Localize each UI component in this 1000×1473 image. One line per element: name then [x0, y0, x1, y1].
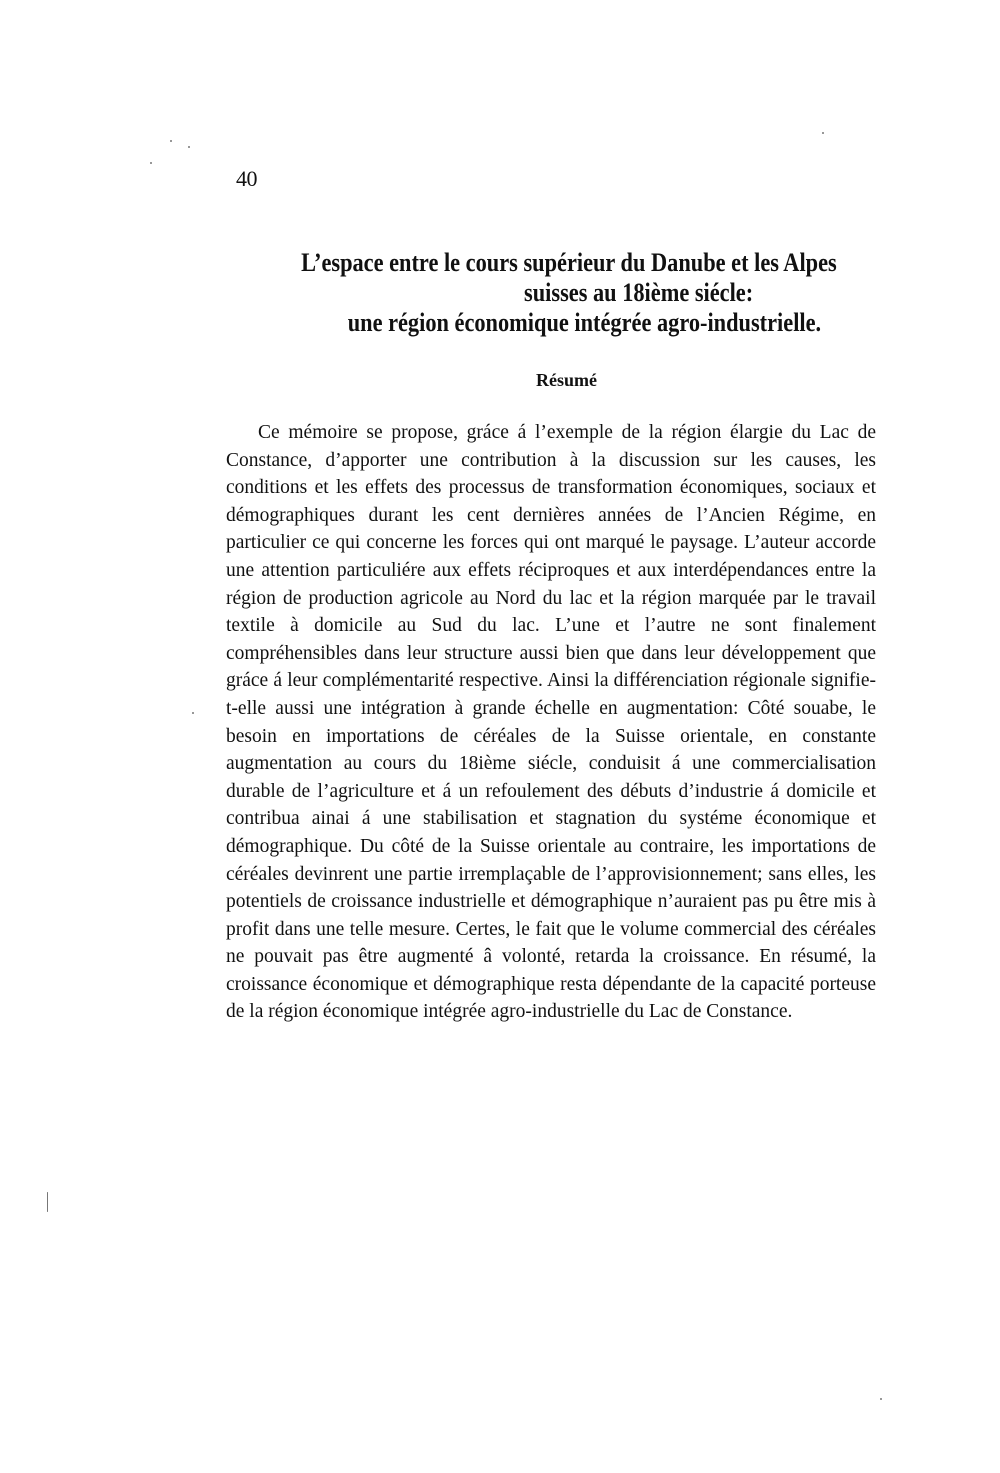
title-line-1: L’espace entre le cours supérieur du Danube et les Alpes [301, 248, 837, 277]
scan-speck [880, 1398, 882, 1400]
abstract-text: Ce mémoire se propose, gráce á l’exemple de la région élargie du Lac de Constance, d’apporter une contribution à la discussion sur les causes, les conditions et les effets des processus de transformation économiques, sociaux et démographiques durant les cent dernières années de l’Ancien Régime, en particulier ce qui concerne les forces qui ont marqué le paysage. L’auteur accorde une attention particuliére aux effets réciproques et aux interdépendances entre la région de production agricole au Nord du lac et la région marquée par le travail textile à domicile au Sud du lac. L’une et l’autre ne sont finalement compréhensibles dans leur structure aussi bien que dans leur développement que gráce á leur complémentarité respective. Ainsi la différenciation régionale signifie-t-elle aussi une intégration à grande échelle en augmentation: Côté souabe, le besoin en importations de céréales de la Suisse orientale, en constante augmentation au cours du 18ième siécle, conduisit á une commercialisation durable de l’agriculture et á un refoulement des débuts d’industrie á domicile et contribua ainai á une stabilisation et stagnation du systéme économique et démographique. Du côté de la Suisse orientale au contraire, les importations de céréales devinrent une partie irremplaçable de l’approvisionnement; sans elles, les potentiels de croissance industrielle et démographique n’auraient pas pu être mis à profit dans une telle mesure. Certes, le fait que le volume commercial des céréales ne pouvait pas être augmenté â volonté, retarda la croissance. En résumé, la croissance économique et démographique resta dépendante de la capacité porteuse de la région économique intégrée agro-industrielle du Lac de Constance. [226, 422, 876, 1023]
abstract-body [226, 419, 876, 1026]
title-line-2: suisses au 18ième siécle: [524, 278, 754, 307]
scan-speck [822, 132, 824, 134]
abstract-heading: Résumé [536, 370, 597, 390]
scan-speck [47, 1192, 48, 1212]
scan-speck [170, 140, 172, 142]
scan-speck [150, 162, 152, 164]
page-number: 40 [236, 166, 257, 191]
document-title [200, 248, 854, 338]
title-line-3: une région économique intégrée agro-industrielle. [347, 308, 822, 337]
scan-speck [188, 146, 190, 148]
scan-speck [192, 712, 194, 714]
